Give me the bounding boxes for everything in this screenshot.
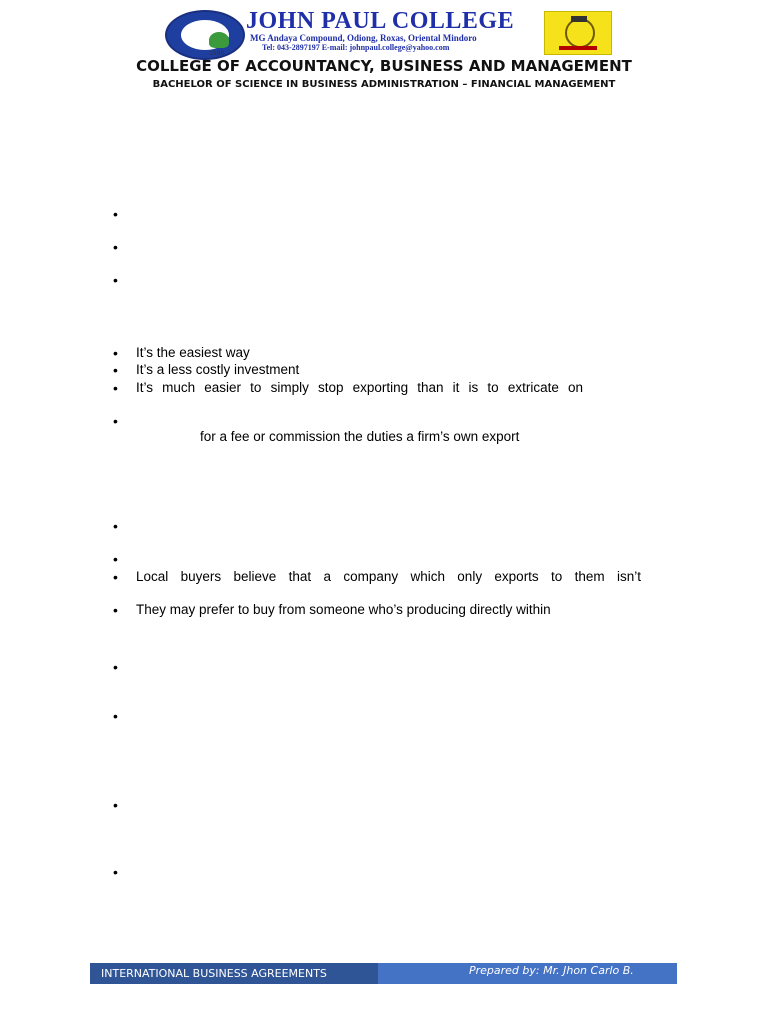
department-title: COLLEGE OF ACCOUNTANCY, BUSINESS AND MANAGEMENT [136, 57, 632, 75]
disadvantage-item: Local buyers believe that a company which only exports to them isn’t [136, 569, 641, 584]
disadvantage-item: They may prefer to buy from someone who’s producing directly within [136, 602, 551, 617]
bullet-marker [113, 380, 118, 396]
footer-prepared-by: Prepared by: Mr. Jhon Carlo B. [469, 964, 634, 977]
letterhead [0, 0, 768, 100]
bullet-marker [113, 569, 118, 585]
advantage-item: It’s much easier to simply stop exporting than it is to extricate on [136, 380, 583, 395]
bullet-marker [113, 206, 118, 222]
bullet-marker [113, 518, 118, 534]
bullet-marker [113, 864, 118, 880]
graduation-cap-icon [571, 16, 587, 22]
seal-year: 1990 [209, 50, 225, 57]
footer-title-block [90, 963, 378, 984]
college-contact: Tel: 043-2897197 E-mail: johnpaul.college@yahoo.com [262, 43, 450, 52]
bullet-marker [113, 345, 118, 361]
bullet-marker [113, 413, 118, 429]
seal-inner [181, 20, 229, 57]
program-title: BACHELOR OF SCIENCE IN BUSINESS ADMINISTRATION – FINANCIAL MANAGEMENT [152, 79, 616, 90]
agent-text: for a fee or commission the duties a firm’s own export [200, 429, 520, 444]
bullet-marker [113, 659, 118, 675]
bullet-marker [113, 708, 118, 724]
page-footer [90, 963, 677, 984]
bullet-marker [113, 551, 118, 567]
bullet-marker [113, 602, 118, 618]
bullet-marker [113, 362, 118, 378]
college-name: JOHN PAUL COLLEGE [246, 8, 515, 34]
ribbon-icon [559, 46, 597, 50]
college-address: MG Andaya Compound, Odiong, Roxas, Oriental Mindoro [250, 33, 477, 43]
business-admin-logo [544, 11, 612, 55]
college-seal-logo [165, 10, 245, 60]
tree-icon [209, 32, 229, 48]
bullet-marker [113, 239, 118, 255]
advantage-item: It’s the easiest way [136, 345, 250, 360]
emblem-icon [565, 18, 595, 48]
advantage-item: It’s a less costly investment [136, 362, 300, 377]
bullet-marker [113, 797, 118, 813]
bullet-marker [113, 272, 118, 288]
footer-title: INTERNATIONAL BUSINESS AGREEMENTS [101, 967, 327, 980]
